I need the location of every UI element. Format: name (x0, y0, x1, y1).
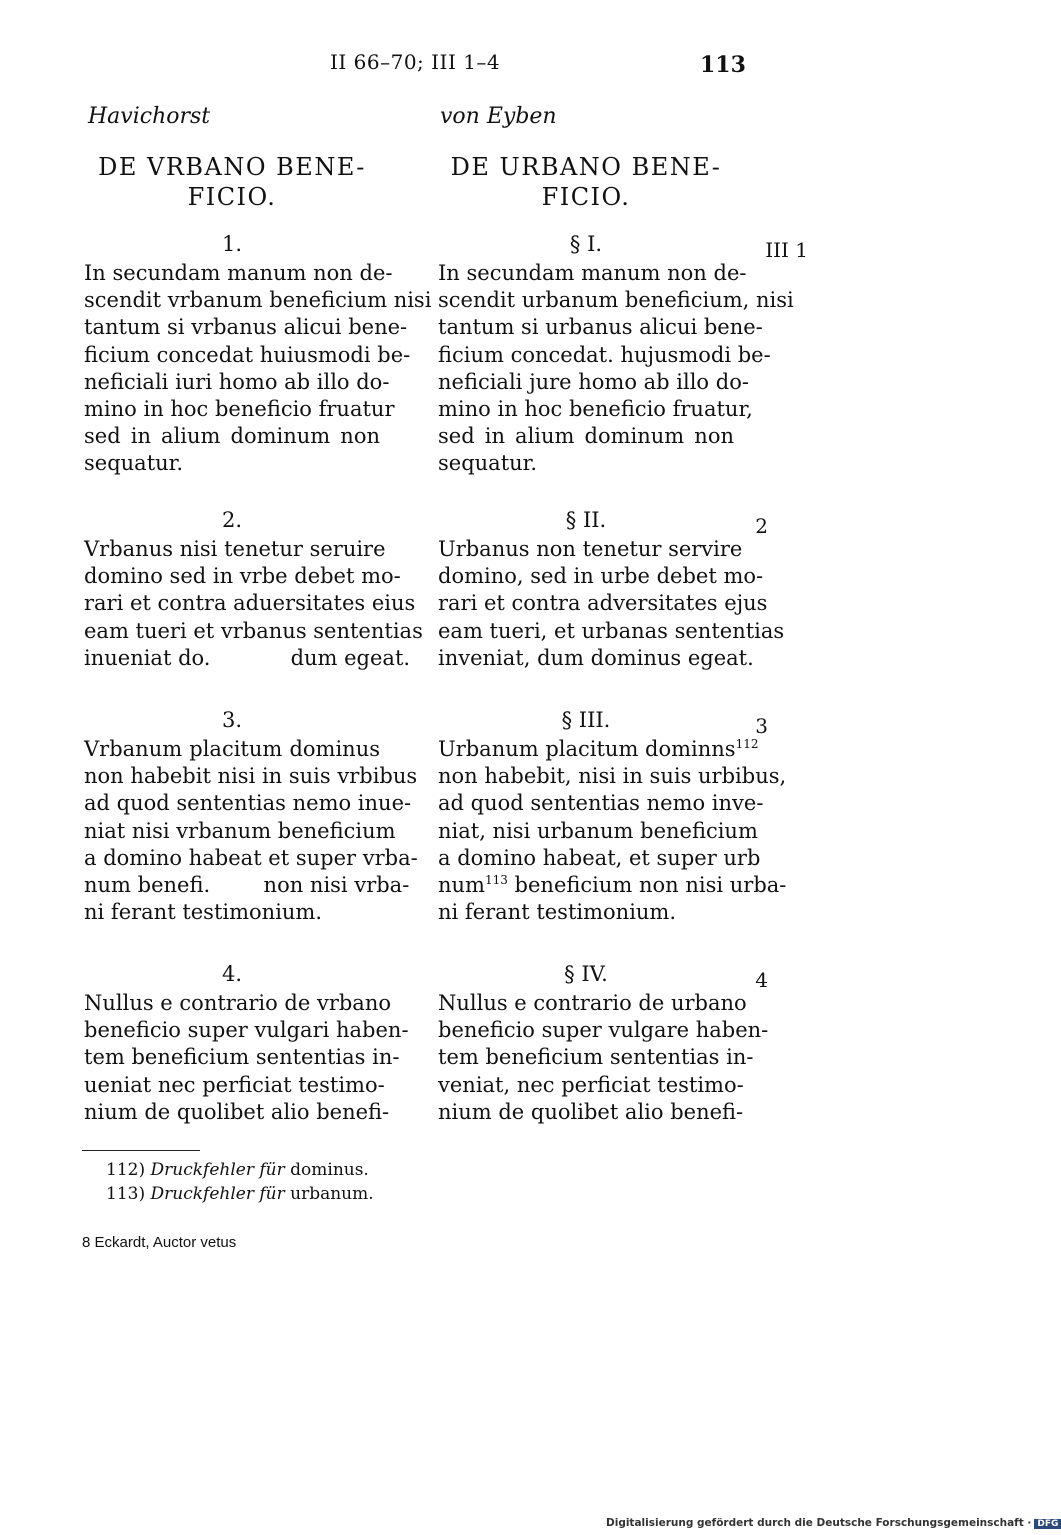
text-line: In secundam manum non de- (84, 261, 393, 285)
text-line: ad quod sententias nemo inve- (438, 791, 764, 816)
text-line: neficiali jure homo ab illo do- (438, 369, 749, 394)
text-line: tem beneficium sententias in- (438, 1045, 754, 1070)
margin-number: 4 (755, 968, 768, 992)
left-section-text (84, 990, 409, 1126)
digitization-notice (606, 1517, 1061, 1529)
footnote-mark: 113) (106, 1184, 146, 1204)
left-section-number: 1. (221, 232, 243, 256)
text-line: Vrbanus nisi tenetur seruire (84, 537, 386, 561)
text-line: non habebit nisi in suis vrbibus (84, 764, 418, 789)
text-line: mino in hoc beneficio fruatur (84, 397, 395, 422)
right-column-title (436, 152, 736, 212)
page-number: 113 (700, 52, 746, 78)
margin-number: 3 (755, 714, 768, 738)
right-section-text (438, 260, 794, 478)
left-column-author: Havichorst (88, 104, 211, 129)
text-line: Nullus e contrario de vrbano (84, 991, 391, 1015)
text-fragment: Urbanum placitum dominns (438, 737, 736, 761)
footnote-word: dominus. (290, 1160, 369, 1180)
text-line: sed in alium dominum non (84, 424, 380, 449)
text-line: a domino habeat, et super urb (438, 845, 761, 870)
text-line: veniat, nec perficiat testimo- (438, 1072, 744, 1097)
text-line: non habebit, nisi in suis urbibus, (438, 764, 787, 789)
text-line: eam tueri et vrbanus sententias (84, 618, 423, 643)
digitization-text: Digitalisierung gefördert durch die Deutsche Forschungsgemeinschaft · (606, 1517, 1032, 1529)
text-line: mino in hoc beneficio fruatur, (438, 397, 753, 422)
footnote-ref-112: 112 (735, 737, 759, 751)
text-line: sed in alium dominum non (438, 424, 734, 449)
footnote (106, 1160, 369, 1180)
text-line: scendit urbanum beneficium, nisi (438, 288, 794, 313)
left-column-title (82, 152, 382, 212)
dfg-logo: DFG (1034, 1519, 1061, 1529)
text-line: a domino habeat et super vrba- (84, 845, 418, 870)
left-section-text (84, 260, 432, 478)
text-line: beneficio super vulgari haben- (84, 1018, 409, 1043)
text-line: beneficio super vulgare haben- (438, 1018, 769, 1043)
text-fragment: num (438, 873, 485, 898)
text-line: rari et contra adversitates ejus (438, 591, 768, 616)
printer-mark: 8 Eckardt, Auctor vetus (82, 1234, 237, 1251)
text-line: tem beneficium sententias in- (84, 1045, 400, 1070)
left-section-number: 3. (221, 708, 243, 732)
text-line: inueniat do. dum egeat. (84, 645, 411, 670)
margin-number: 2 (755, 514, 768, 538)
text-line: niat, nisi urbanum beneficium (438, 818, 758, 843)
text-line (438, 872, 787, 899)
text-line: sequatur. (438, 451, 538, 476)
text-line: neficiali iuri homo ab illo do- (84, 369, 390, 394)
right-section-text (438, 990, 769, 1126)
right-column-author: von Eyben (440, 104, 557, 129)
text-line: inveniat, dum dominus egeat. (438, 645, 754, 670)
left-section-text (84, 536, 423, 672)
text-line: eam tueri, et urbanas sententias (438, 618, 785, 643)
right-section-number: § I. (569, 232, 603, 256)
text-line: ni ferant testimonium. (84, 900, 323, 925)
text-line: In secundam manum non de- (438, 261, 747, 285)
left-section-number: 4. (221, 962, 243, 986)
running-head: II 66–70; III 1–4 (330, 50, 501, 74)
footnote-word: urbanum. (290, 1184, 374, 1204)
text-line: ni ferant testimonium. (438, 900, 677, 925)
text-fragment: beneficium non nisi urba- (507, 873, 787, 898)
right-section-text (438, 536, 785, 672)
footnote-ref-113: 113 (484, 873, 508, 888)
text-line: ad quod sententias nemo inue- (84, 791, 412, 816)
text-line (438, 736, 759, 763)
text-line: nium de quolibet alio benefi- (438, 1099, 744, 1124)
text-line: ficium concedat. hujusmodi be- (438, 342, 771, 367)
footnote (106, 1184, 374, 1204)
footnote-rule (82, 1150, 200, 1151)
right-title-line-2: FICIO. (541, 183, 631, 211)
text-line: num benefi. non nisi vrba- (84, 873, 410, 898)
footnote-label: Druckfehler für (150, 1160, 285, 1180)
text-line: tantum si vrbanus alicui bene- (84, 315, 408, 340)
footnote-mark: 112) (106, 1160, 146, 1180)
text-line: scendit vrbanum beneficium nisi (84, 288, 432, 313)
right-section-number: § III. (561, 708, 611, 732)
right-section-text (438, 736, 787, 926)
footnote-label: Druckfehler für (150, 1184, 285, 1204)
text-line: domino, sed in urbe debet mo- (438, 564, 764, 589)
right-section-number: § II. (565, 508, 607, 532)
text-line: niat nisi vrbanum beneficium (84, 818, 396, 843)
right-section-number: § IV. (564, 962, 608, 986)
left-title-line-2: FICIO. (187, 183, 277, 211)
text-line: ficium concedat huiusmodi be- (84, 342, 411, 367)
text-line: sequatur. (84, 451, 184, 476)
right-title-line-1: DE URBANO BENE- (450, 153, 722, 181)
margin-number: III 1 (765, 238, 808, 262)
text-line: ueniat nec perficiat testimo- (84, 1072, 385, 1097)
text-line: rari et contra aduersitates eius (84, 591, 416, 616)
text-line: nium de quolibet alio benefi- (84, 1099, 390, 1124)
left-section-text (84, 736, 418, 926)
text-line: Vrbanum placitum dominus (84, 737, 380, 761)
text-line: tantum si urbanus alicui bene- (438, 315, 763, 340)
left-title-line-1: DE VRBANO BENE- (98, 153, 366, 181)
left-section-number: 2. (221, 508, 243, 532)
text-line: Urbanus non tenetur servire (438, 537, 743, 561)
text-line: Nullus e contrario de urbano (438, 991, 747, 1015)
text-line: domino sed in vrbe debet mo- (84, 564, 401, 589)
